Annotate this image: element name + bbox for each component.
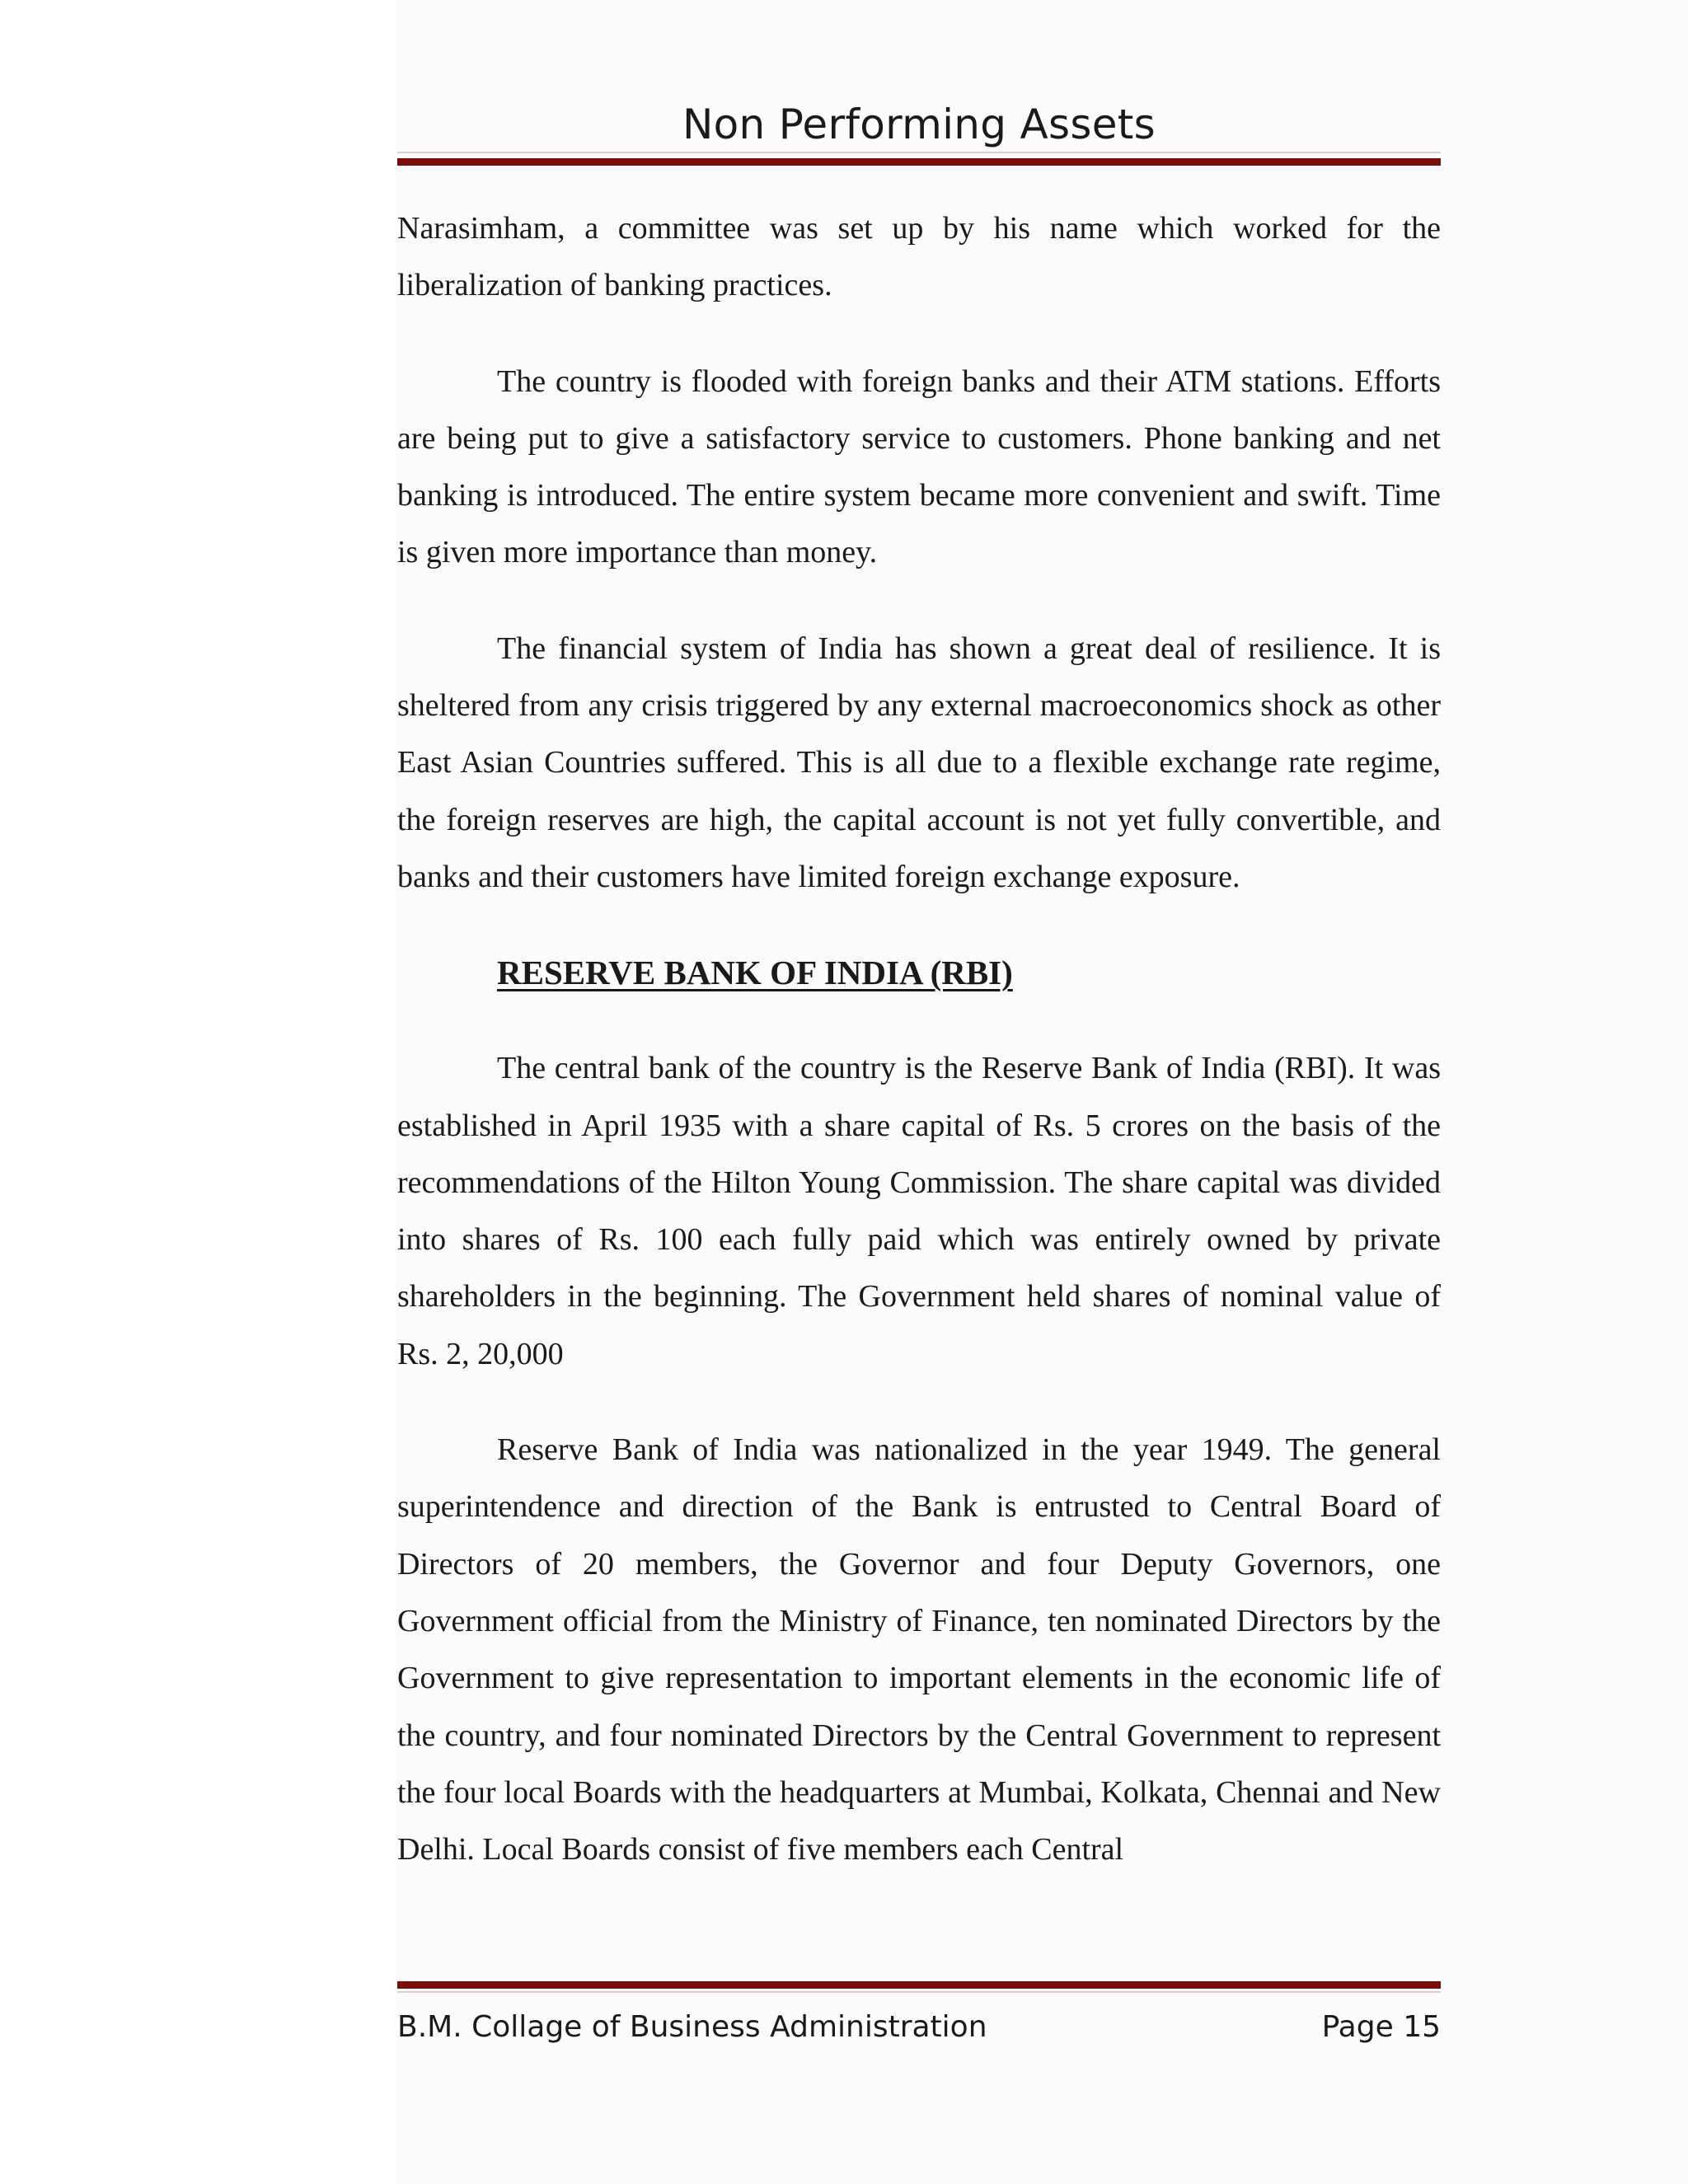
paragraph: The central bank of the country is the Reserve Bank of India (RBI). It was established in April 1935 with a share capital of Rs. 5 crores on the basis of the recommendations of the Hilton Young Commission. The share capital was divided into shares of Rs. 100 each fully paid which was entirely owned by private shareholders in the beginning. The Government held shares of nominal value of Rs. 2, 20,000: [397, 1051, 1441, 1371]
paragraph: The country is flooded with foreign banks and their ATM stations. Efforts are being put to give a satisfactory service to customers. Phone banking and net banking is introduced. The entire system became more convenient and swift. Time is given more importance than money.: [397, 363, 1441, 570]
header-divider-thin: [397, 152, 1441, 153]
paragraph: Narasimham, a committee was set up by his name which worked for the liberalization of banking practices.: [397, 211, 1441, 303]
footer-divider-thin: [397, 1991, 1441, 1993]
footer-divider: [397, 1981, 1441, 1989]
page-header-title: Non Performing Assets: [682, 101, 1156, 148]
section-heading: RESERVE BANK OF INDIA (RBI): [497, 954, 1013, 992]
page-number: Page 15: [1321, 2010, 1441, 2044]
footer-college-name: B.M. Collage of Business Administration: [397, 2010, 987, 2044]
header-divider: [397, 158, 1441, 166]
paragraph: The financial system of India has shown a great deal of resilience. It is sheltered from any crisis triggered by any external macroeconomics shock as other East Asian Countries suffered. This is all due to a flexible exchange rate regime, the foreign reserves are high, the capital account is not yet fully convertible, and banks and their customers have limited foreign exchange exposure.: [397, 630, 1441, 894]
document-body: [397, 200, 1441, 1878]
paragraph: Reserve Bank of India was nationalized in the year 1949. The general superintendence and direction of the Bank is entrusted to Central Board of Directors of 20 members, the Governor and four Deputy Governors, one Government official from the Ministry of Finance, ten nominated Directors by the Government to give representation to important elements in the economic life of the country, and four nominated Directors by the Central Government to represent the four local Boards with the headquarters at Mumbai, Kolkata, Chennai and New Delhi. Local Boards consist of five members each Central: [397, 1432, 1441, 1868]
